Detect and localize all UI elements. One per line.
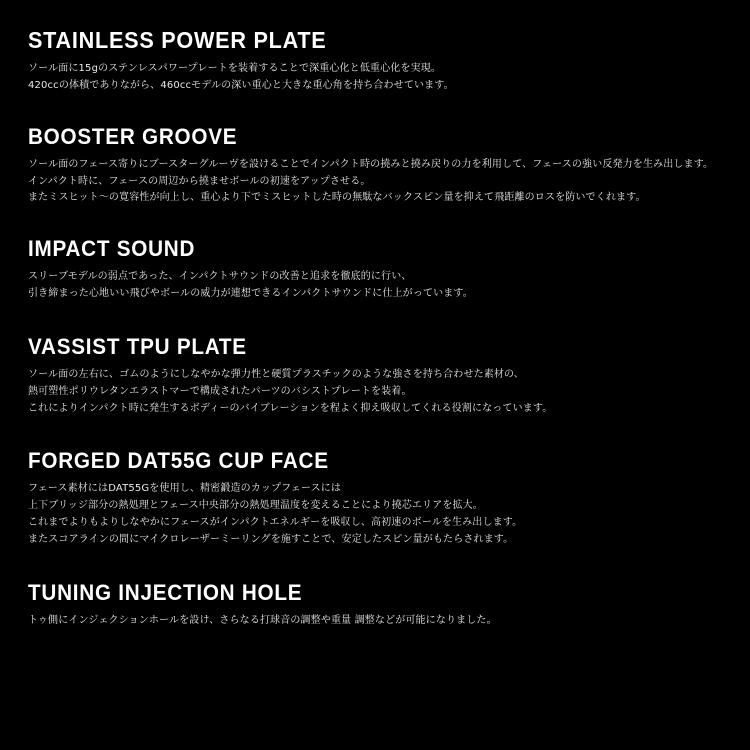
body-line: 上下ブリッジ部分の熱処理とフェース中央部分の熱処理温度を変えることにより撓芯エリアを拡大。	[28, 500, 483, 512]
section-title: TUNING INJECTION HOLE	[28, 579, 303, 605]
feature-section-impact-sound	[28, 237, 720, 303]
section-body	[28, 613, 720, 630]
section-title: FORGED DAT55G CUP FACE	[28, 448, 329, 474]
body-line: これまでよりもよりしなやかにフェースがインパクトエネルギーを吸収し、高初速のボールを生み出します。	[28, 517, 523, 529]
section-title: BOOSTER GROOVE	[28, 123, 238, 149]
body-line: 熱可塑性ポリウレタンエラストマーで構成されたパーツのバシストプレートを装着。	[28, 385, 412, 397]
body-line: インパクト時に、フェースの周辺から撓ませボールの初速をアップさせる。	[28, 175, 371, 187]
section-body	[28, 157, 720, 207]
body-line: ソール面のフェース寄りにブースターグルーヴを設けることでインパクト時の撓みと撓み戻りの力を利用して、フェースの強い反発力を生み出します。	[28, 158, 714, 170]
body-line: トゥ側にインジェクションホールを設け、さらなる打球音の調整や重量 調整などが可能になりました。	[28, 614, 497, 626]
section-title: VASSIST TPU PLATE	[28, 333, 247, 359]
feature-section-booster-groove	[28, 125, 720, 207]
section-title: IMPACT SOUND	[28, 236, 196, 262]
body-line: 引き締まった心地いい飛びやボールの威力が連想できるインパクトサウンドに仕上がっています。	[28, 288, 473, 300]
body-line: スリーブモデルの弱点であった、インパクトサウンドの改善と追求を徹底的に行い、	[28, 271, 412, 283]
section-title: STAINLESS POWER PLATE	[28, 27, 327, 53]
section-body	[28, 367, 720, 417]
feature-section-vassist-tpu-plate	[28, 335, 720, 417]
feature-section-stainless-power-plate	[28, 28, 720, 95]
section-body	[28, 61, 720, 95]
section-body	[28, 269, 720, 303]
body-line: 420ccの体積でありながら、460ccモデルの深い重心と大きな重心角を持ち合わせています。	[28, 79, 454, 91]
feature-section-forged-dat55g-cup-face	[28, 449, 720, 548]
section-body	[28, 481, 720, 548]
body-line: これによりインパクト時に発生するボディーのバイブレーションを程よく抑え吸収してくれる役割になっています。	[28, 402, 553, 414]
body-line: フェース素材にはDAT55Gを使用し、精密鍛造のカップフェースには	[28, 483, 342, 495]
body-line: ソール面に15gのステンレスパワープレートを装着することで深重心化と低重心化を実現。	[28, 63, 442, 75]
feature-section-tuning-injection-hole	[28, 581, 720, 630]
body-line: またスコアラインの間にマイクロレーザーミーリングを施すことで、安定したスピン量がもたらされます。	[28, 533, 514, 545]
body-line: またミスヒット〜の寛容性が向上し、重心より下でミスヒットした時の無駄なバックスピン量を抑えて飛距離のロスを防いでくれます。	[28, 192, 646, 204]
body-line: ソール面の左右に、ゴムのようにしなやかな弾力性と硬質プラスチックのような強さを持ち合わせた素材の、	[28, 369, 524, 380]
